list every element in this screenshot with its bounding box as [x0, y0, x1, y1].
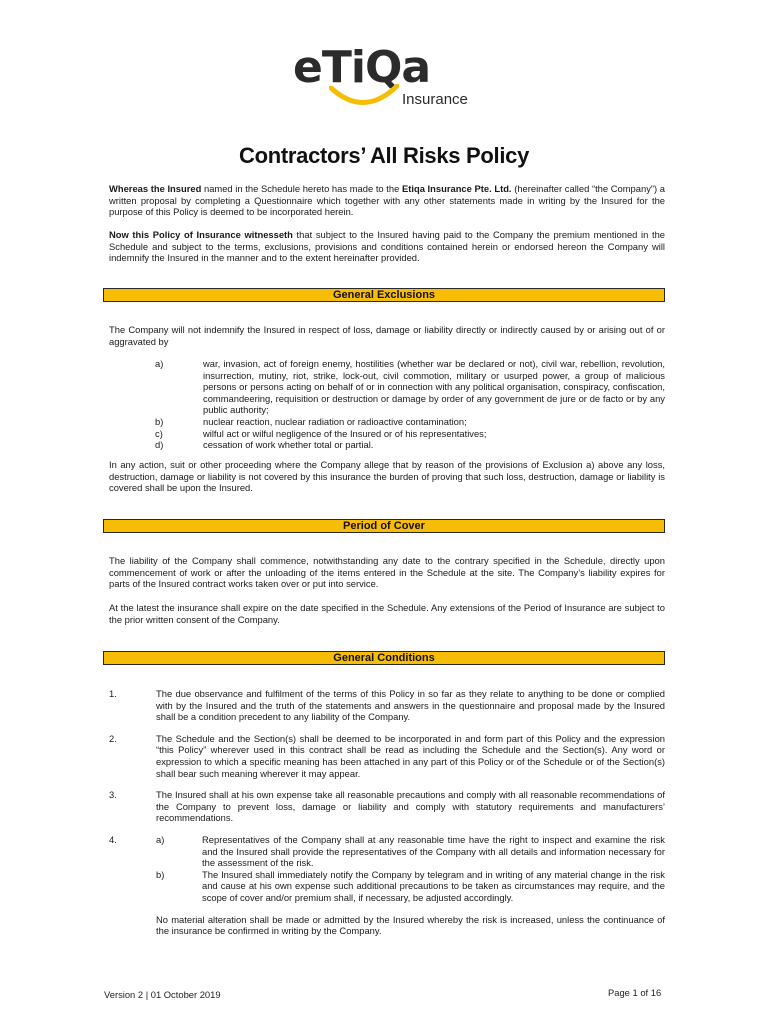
exclusions-list	[109, 358, 665, 451]
sub-list-item	[156, 869, 665, 904]
list-marker: b)	[155, 415, 164, 427]
list-text: nuclear reaction, nuclear radiation or radioactive contamination;	[203, 415, 467, 427]
period-paragraph-2: At the latest the insurance shall expire on the date specified in the Schedule. Any extensions of the Period of Insurance are subject to the prior written consent of the Company.	[109, 602, 665, 625]
sub-list-text: The Insured shall immediately notify the Company by telegram and in writing of any material change in the risk and cause at his own expense such additional precautions to be taken as circumstances may require, and the scope of cover and/or premium shall, if necessary, be adjusted accordingly.	[202, 868, 665, 903]
list-marker: 4.	[109, 833, 117, 845]
intro-paragraph-1	[109, 183, 665, 218]
smile-swoosh-icon	[329, 84, 399, 108]
intro-bold-company: Etiqa Insurance Pte. Ltd.	[401, 183, 512, 194]
section-heading-period-of-cover: Period of Cover	[103, 519, 665, 533]
exclusions-closing: In any action, suit or other proceeding where the Company allege that by reason of the provisions of Exclusion a) above any loss, destruction, damage or liability is not covered by this insurance the burden of proving that such loss, destruction, damage or liability is covered shall be upon the Insured.	[109, 459, 665, 494]
list-text: wilful act or wilful negligence of the Insured or of his representatives;	[203, 427, 487, 439]
intro-paragraph-2	[109, 229, 665, 264]
list-marker: a)	[155, 358, 164, 369]
list-marker: d)	[155, 439, 164, 451]
list-item	[109, 733, 665, 779]
logo-wordmark: eTiQa	[293, 42, 431, 93]
list-text: cessation of work whether total or partial.	[203, 439, 374, 451]
section-heading-general-exclusions: General Exclusions	[103, 288, 665, 302]
condition-4-tail: No material alteration shall be made or admitted by the Insured whereby the risk is increased, unless the continuance of the insurance be confirmed in writing by the Company.	[156, 913, 665, 937]
list-item	[109, 358, 665, 416]
list-marker: 3.	[109, 789, 117, 801]
logo-subtitle: Insurance	[402, 91, 468, 108]
footer-page-number: Page 1 of 16	[608, 987, 662, 998]
sub-list-text: Representatives of the Company shall at any reasonable time have the right to inspect and examine the risk and the Insured shall provide the representatives of the Company with all details and information necessary for the assessment of the risk.	[202, 833, 665, 869]
sub-list-item	[156, 834, 665, 869]
intro-text-b: (hereinafter called “the Company”) a written proposal by completing a Questionnaire which together with any other statements made in writing by the Insured for the purpose of this Policy is deemed to be incorporated herein.	[109, 183, 665, 218]
list-text: war, invasion, act of foreign enemy, hostilities (whether war be declared or not), civil war, rebellion, revolution, insurrection, mutiny, riot, strike, lock-out, civil commotion, military or usurped power, a group of malicious persons or persons acting on behalf of or in connection with any political organisation, conspiracy, confiscation, commandeering, requisition or destruction or damage by order of any government de jure or de facto or by any public authority;	[203, 358, 665, 416]
period-paragraph-1: The liability of the Company shall commence, notwithstanding any date to the contrary specified in the Schedule, directly upon commencement of work or after the unloading of the items entered in the Schedule at the site. The Company’s liability expires for parts of the Insured contract works taken over or put into service.	[109, 555, 665, 590]
list-item	[109, 439, 665, 451]
intro-text-c: that subject to the Insured having paid to the Company the premium mentioned in the Schedule and subject to the terms, exclusions, provisions and conditions contained herein or endorsed hereon the Company will indemnify the Insured in the manner and to the extent hereinafter provided.	[109, 229, 666, 264]
list-item	[109, 428, 665, 440]
sub-list	[156, 834, 665, 937]
intro-bold-insured: Whereas the Insured	[109, 183, 202, 194]
page-title: Contractors’ All Risks Policy	[238, 143, 530, 168]
sub-list-marker: b)	[156, 868, 165, 880]
list-text: The Schedule and the Section(s) shall be deemed to be incorporated in and form part of this Policy and the expression “this Policy” wherever used in this contract shall be read as including the Schedule and the Section(s). Any word or expression to which a specific meaning has been attached in any part of this Policy or of the Schedule or of the Section(s) shall bear such meaning wherever it may appear.	[156, 732, 665, 779]
intro-text-a: named in the Schedule hereto has made to the	[201, 183, 402, 194]
sub-list-marker: a)	[156, 833, 165, 845]
list-text: The due observance and fulfilment of the terms of this Policy in so far as they relate to anything to be done or complied with by the Insured and the truth of the statements and answers in the questionnaire and proposal made by the Insured shall be a condition precedent to any liability of the Company.	[156, 688, 665, 723]
list-text: The Insured shall at his own expense take all reasonable precautions and comply with all reasonable recommendations of the Company to prevent loss, damage or liability and comply with statutory requirements and manufacturers’ recommendations.	[156, 789, 665, 824]
list-marker: c)	[155, 427, 163, 439]
list-marker: 2.	[109, 732, 117, 744]
list-marker: 1.	[109, 688, 117, 699]
exclusions-lead: The Company will not indemnify the Insured in respect of loss, damage or liability directly or indirectly caused by or arising out of or aggravated by	[109, 324, 665, 347]
etiqa-logo	[293, 42, 478, 110]
intro-bold-witnesseth: Now this Policy of Insurance witnesseth	[109, 229, 293, 240]
conditions-list	[109, 688, 665, 937]
list-item	[109, 834, 665, 937]
list-item	[109, 416, 665, 428]
footer-version: Version 2 | 01 October 2019	[104, 989, 221, 1000]
section-heading-general-conditions: General Conditions	[103, 651, 665, 665]
list-item	[109, 789, 665, 824]
list-item	[109, 688, 665, 723]
